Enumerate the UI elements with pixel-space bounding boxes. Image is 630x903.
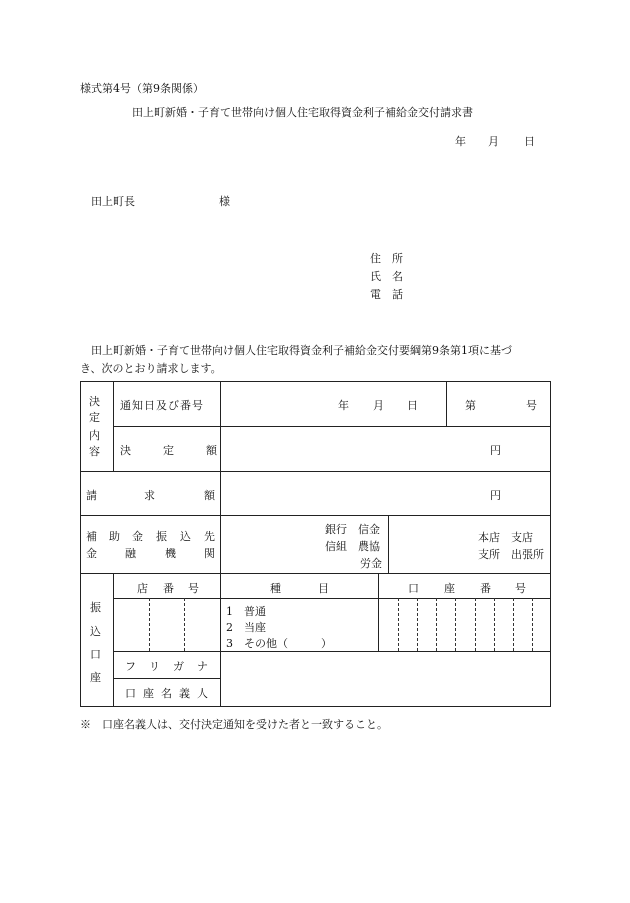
applicant-address-label: 住 所 [370, 252, 403, 265]
holder-label-3: 名 [161, 687, 172, 700]
notice-year: 年 [338, 399, 349, 412]
decision-amount-yen: 円 [490, 444, 501, 457]
account-no-label-2: 座 [444, 582, 455, 595]
bank-label-1-4: 振 [156, 530, 167, 543]
date-month: 月 [488, 135, 499, 148]
bank-label-1-1: 補 [86, 530, 97, 543]
account-no-label-3: 番 [480, 582, 491, 595]
notice-dai: 第 [465, 399, 476, 412]
form-title: 田上町新婚・子育て世帯向け個人住宅取得資金利子補給金交付請求書 [132, 106, 473, 119]
applicant-name-label: 氏 名 [370, 270, 403, 283]
account-type-label-2: 目 [318, 582, 329, 595]
addressee-honorific: 様 [219, 195, 230, 208]
form-number: 様式第4号（第9条関係） [80, 82, 204, 95]
request-label-1: 請 [86, 489, 97, 502]
decision-label-2: 定 [89, 411, 100, 424]
decision-label-3: 内 [89, 429, 100, 442]
bank-types-row3: 労金 [360, 557, 382, 570]
notice-go: 号 [526, 399, 537, 412]
decision-label-4: 容 [89, 445, 100, 458]
request-label-3: 額 [204, 489, 215, 502]
branch-no-label-1: 店 [137, 582, 148, 595]
bank-label-1-2: 助 [109, 530, 120, 543]
account-label-3: 口 [90, 648, 101, 661]
body-text-line1: 田上町新婚・子育て世帯向け個人住宅取得資金利子補給金交付要綱第9条第1項に基づ [91, 344, 512, 357]
footnote: ※ 口座名義人は、交付決定通知を受けた者と一致すること。 [80, 718, 388, 731]
body-text-line2: き、次のとおり請求します。 [80, 362, 222, 375]
furigana-label-1: フ [125, 660, 136, 673]
bank-label-2-1: 金 [86, 547, 97, 560]
account-no-label-4: 号 [515, 582, 526, 595]
account-label-4: 座 [90, 671, 101, 684]
bank-label-1-6: 先 [204, 530, 215, 543]
holder-label-4: 義 [179, 687, 190, 700]
account-type-option-2: 2 当座 [226, 621, 266, 634]
holder-label-5: 人 [197, 687, 208, 700]
decision-amount-label-3: 額 [206, 444, 217, 457]
bank-label-1-3: 金 [132, 530, 143, 543]
addressee-name: 田上町長 [91, 195, 135, 208]
holder-label-1: 口 [125, 687, 136, 700]
decision-amount-label-1: 決 [120, 444, 131, 457]
request-table [80, 381, 551, 707]
bank-label-2-3: 機 [165, 547, 176, 560]
account-type-label-1: 種 [270, 582, 281, 595]
bank-label-1-5: 込 [180, 530, 191, 543]
decision-label-1: 決 [89, 395, 100, 408]
account-type-option-3: 3 その他（ ） [226, 637, 332, 650]
branch-no-label-3: 号 [188, 582, 199, 595]
bank-types-row1: 銀行 信金 [325, 523, 380, 536]
holder-label-2: 座 [143, 687, 154, 700]
bank-types-row2: 信組 農協 [325, 540, 380, 553]
branch-no-label-2: 番 [163, 582, 174, 595]
applicant-phone-label: 電 話 [370, 288, 403, 301]
account-no-label-1: 口 [408, 582, 419, 595]
furigana-label-4: ナ [197, 660, 208, 673]
account-label-2: 込 [90, 625, 101, 638]
branch-types-row2: 支所 出張所 [478, 548, 544, 561]
notice-month: 月 [373, 399, 384, 412]
bank-label-2-4: 関 [204, 547, 215, 560]
date-day: 日 [524, 135, 535, 148]
furigana-label-3: ガ [173, 660, 184, 673]
account-type-option-1: 1 普通 [226, 605, 266, 618]
bank-label-2-2: 融 [125, 547, 136, 560]
branch-types-row1: 本店 支店 [478, 531, 533, 544]
request-yen: 円 [490, 489, 501, 502]
account-label-1: 振 [90, 601, 101, 614]
decision-amount-label-2: 定 [163, 444, 174, 457]
notice-label: 通知日及び番号 [120, 399, 204, 412]
notice-day: 日 [407, 399, 418, 412]
furigana-label-2: リ [149, 660, 160, 673]
request-label-2: 求 [144, 489, 155, 502]
date-year: 年 [455, 135, 466, 148]
